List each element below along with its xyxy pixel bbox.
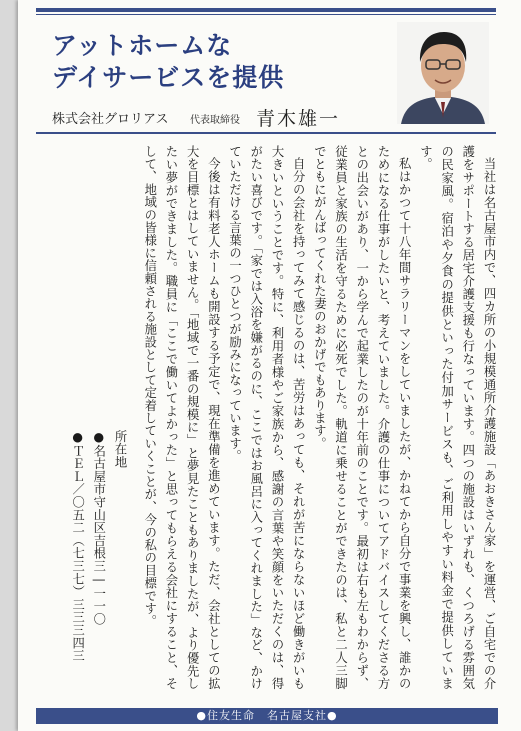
phone-line: ●ＴＥＬ／〇五二（七三七）三三三四三 bbox=[70, 430, 85, 663]
top-rule bbox=[36, 8, 496, 12]
header-divider bbox=[36, 132, 496, 134]
address-block bbox=[40, 430, 130, 690]
portrait-photo bbox=[397, 22, 489, 124]
footer-bar: ●住友生命 名古屋支社● bbox=[36, 708, 498, 724]
company-name: 株式会社グロリアス bbox=[52, 112, 169, 127]
representative-title: 代表取締役 bbox=[190, 115, 240, 126]
paragraph-1: 当社は名古屋市内で、四カ所の小規模通所介護施設「あおきさん家」を運営、ご自宅での介護をサポートする居宅介護支援も行なっています。四つの施設はいずれも、くつろげる雰囲気の民家風。宿泊や夕食の提供といった付加サービスも、ご利用しやすい料金で提供しています。 bbox=[418, 145, 496, 690]
address-label: 所在地 bbox=[113, 430, 127, 469]
address-line: ●名古屋市守山区吉根三―一一〇 bbox=[91, 430, 106, 626]
paragraph-3: 自分の会社を持ってみて感じるのは、苦労はあっても、それが苦にならないほど働きがいも大きいということです。特に、利用者様やご家族から、感謝の言葉や笑顔をいただくのは、得がたい喜びです。「家では入浴を嫌がるのに、ここではお風呂に入ってくれました」など、かけていただける言葉の一つひとつが励みになっています。 bbox=[227, 145, 306, 690]
article-title bbox=[52, 30, 372, 94]
title-line-2: デイサービスを提供 bbox=[52, 63, 285, 92]
top-rule-thin bbox=[36, 14, 496, 15]
paragraph-4: 今後は有料老人ホームも開設する予定で、現在準備を進めています。ただ、会社としての拡大を目標とはしていません。「地域で一番の規模に」と夢見たこともありましたが、より優先したい夢ができました。職員に「ここで働いてよかった」と思ってもらえる会社にすること、そして、地域の皆様に信頼される施設として定着していくことが、今の私の目標です。 bbox=[142, 145, 221, 690]
paragraph-2: 私はかつて十八年間サラリーマンをしていましたが、かねてから自分で事業を興し、誰かのためになる仕事がしたいと、考えていました。介護の仕事についてアドバイスしてくださる方との出会いがあり、一から学んで起業したのが十年前のことです。最初は右も左もわからず、従業員と家族の生活を守るために必死でした。軌道に乗せることができたのは、私と二人三脚でともにがんばってくれた妻のおかげでもあります。 bbox=[312, 145, 412, 690]
representative-name: 青木雄一 bbox=[256, 108, 341, 130]
title-line-1: アットホームな bbox=[52, 31, 233, 60]
